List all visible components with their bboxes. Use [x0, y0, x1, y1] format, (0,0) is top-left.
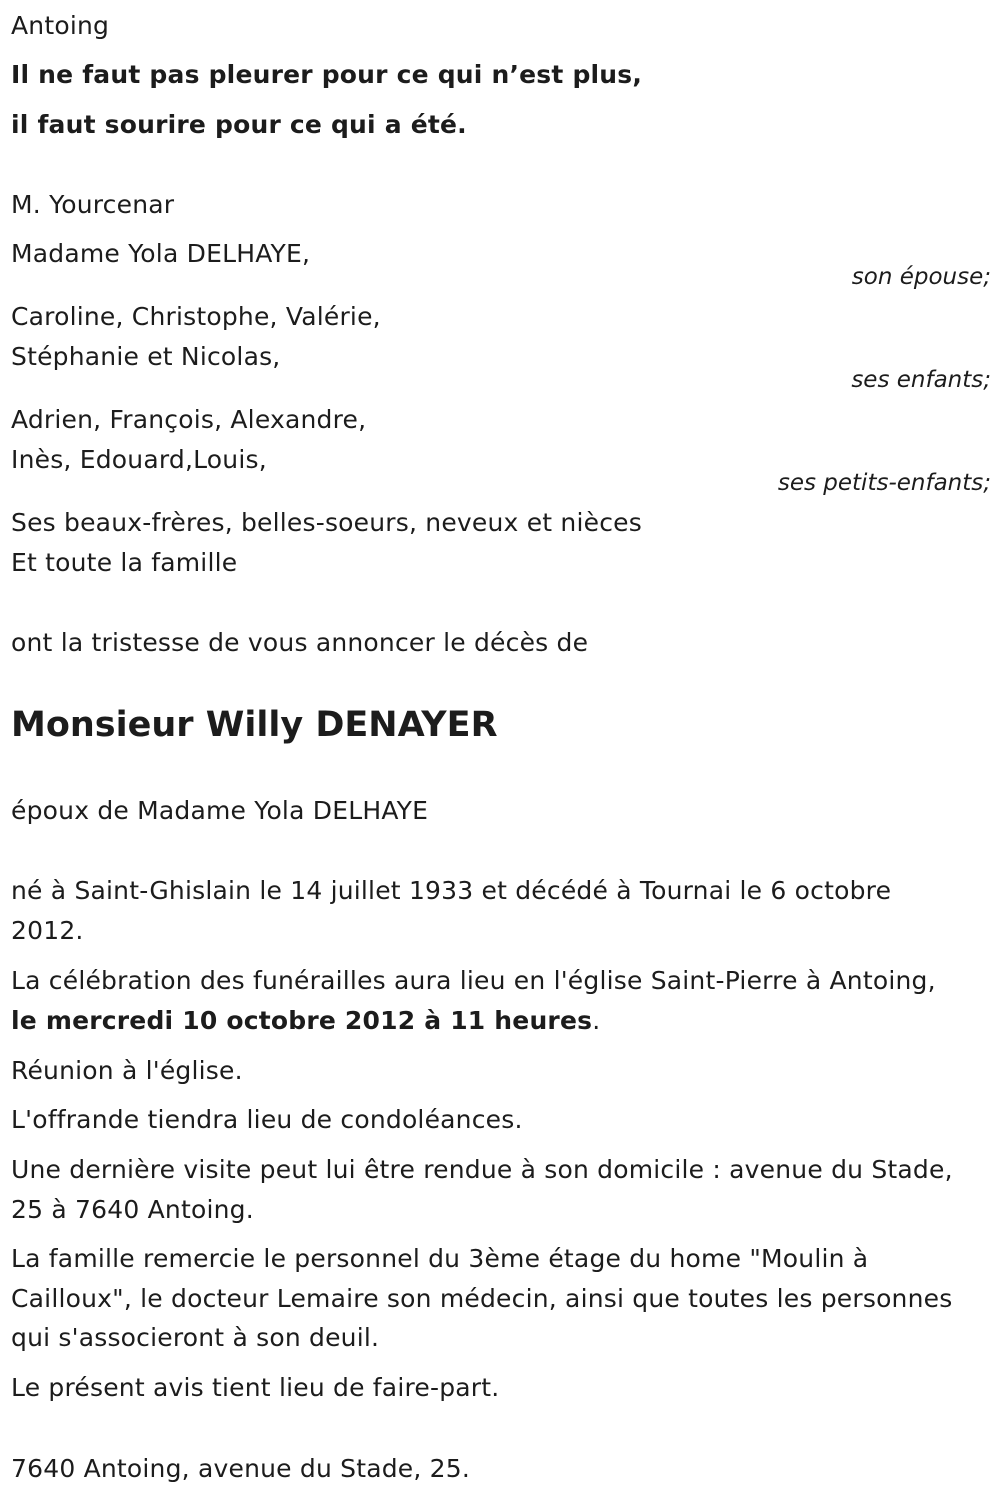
thanks-line-2: Cailloux", le docteur Lemaire son médecin, ainsi que toutes les personnes — [11, 1284, 953, 1313]
announcement-intro: ont la tristesse de vous annoncer le décès de — [11, 628, 589, 657]
footer-address: 7640 Antoing, avenue du Stade, 25. — [11, 1454, 471, 1483]
grandchildren-line-1: Adrien, François, Alexandre, — [11, 405, 367, 434]
visit-line-2: 25 à 7640 Antoing. — [11, 1195, 254, 1224]
children-line-2: Stéphanie et Nicolas, — [11, 342, 281, 371]
children-role: ses enfants; — [851, 367, 991, 393]
extended-family-line-1: Ses beaux-frères, belles-soeurs, neveux et nièces — [11, 508, 642, 537]
deceased-name: Monsieur Willy DENAYER — [11, 705, 498, 745]
funeral-date: le mercredi 10 octobre 2012 à 11 heures — [11, 1006, 593, 1035]
meeting-place: Réunion à l'église. — [11, 1056, 243, 1085]
quote-line-2: il faut sourire pour ce qui a été. — [11, 110, 467, 139]
spouse-name: Madame Yola DELHAYE, — [11, 239, 311, 268]
offering-note: L'offrande tiendra lieu de condoléances. — [11, 1105, 523, 1134]
notice-statement: Le présent avis tient lieu de faire-part. — [11, 1373, 500, 1402]
town-name: Antoing — [11, 11, 110, 40]
thanks-line-1: La famille remercie le personnel du 3ème étage du home "Moulin à — [11, 1244, 869, 1273]
grandchildren-role: ses petits-enfants; — [777, 470, 991, 496]
spouse-of: époux de Madame Yola DELHAYE — [11, 796, 429, 825]
extended-family-line-2: Et toute la famille — [11, 548, 238, 577]
thanks-line-3: qui s'associeront à son deuil. — [11, 1323, 380, 1352]
birth-death-line-2: 2012. — [11, 916, 84, 945]
funeral-date-line — [11, 1001, 600, 1041]
quote-line-1: Il ne faut pas pleurer pour ce qui n’est plus, — [11, 60, 643, 89]
funeral-line-1: La célébration des funérailles aura lieu en l'église Saint-Pierre à Antoing, — [11, 966, 936, 995]
quote-author: M. Yourcenar — [11, 190, 175, 219]
funeral-date-end: . — [592, 1006, 601, 1035]
visit-line-1: Une dernière visite peut lui être rendue à son domicile : avenue du Stade, — [11, 1155, 953, 1184]
spouse-role: son épouse; — [851, 264, 991, 290]
children-line-1: Caroline, Christophe, Valérie, — [11, 302, 381, 331]
grandchildren-line-2: Inès, Edouard,Louis, — [11, 445, 267, 474]
birth-death-line-1: né à Saint-Ghislain le 14 juillet 1933 et décédé à Tournai le 6 octobre — [11, 876, 892, 905]
